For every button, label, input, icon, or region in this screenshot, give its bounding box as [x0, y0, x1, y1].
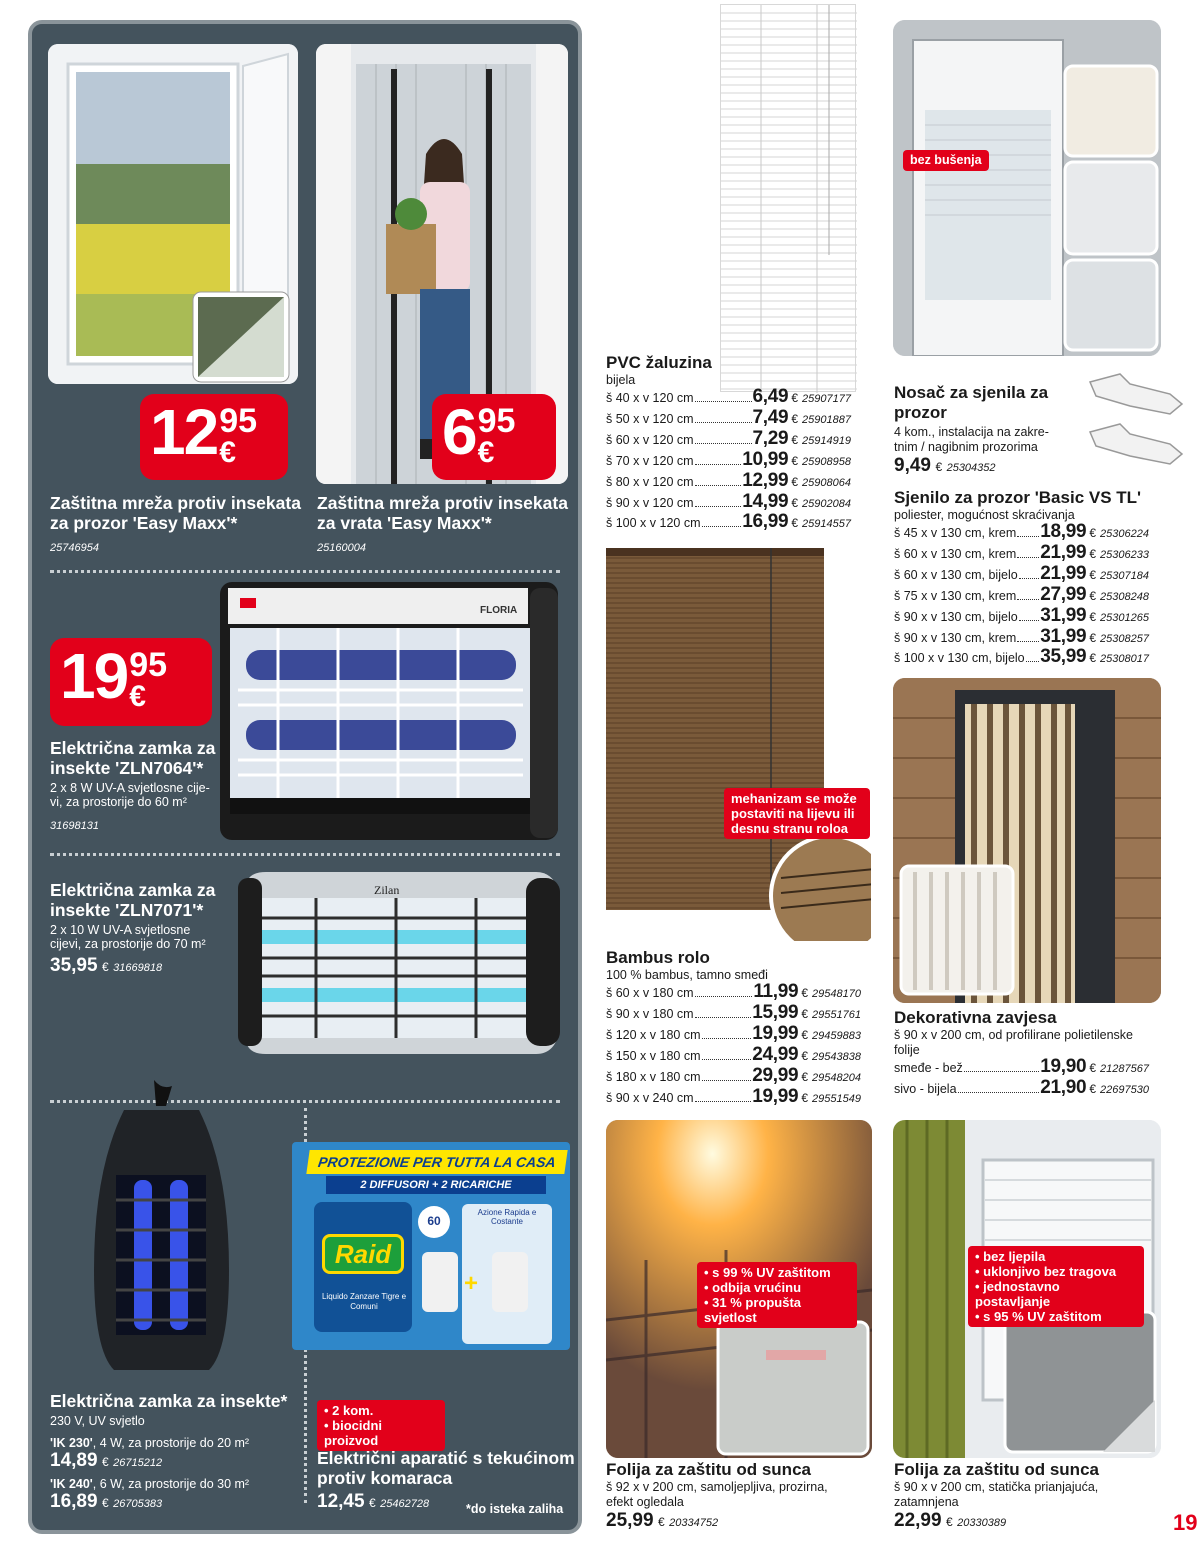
box-action-text: Azione Rapida e Costante — [477, 1208, 537, 1226]
price-integer: 19 — [60, 640, 128, 712]
price-row — [894, 648, 1162, 669]
bambus-title: Bambus rolo — [606, 948, 710, 967]
product-title: Električna zamka za insekte 'ZLN7064'* — [50, 738, 216, 778]
row-code: 25901887 — [802, 413, 851, 426]
row-price: 24,99 — [752, 1043, 799, 1065]
row-price: 19,99 — [752, 1085, 799, 1107]
size-label: š 120 x v 180 cm — [606, 1027, 701, 1042]
zavjesa-section — [894, 1008, 1162, 1100]
bambus-desc: 100 % bambus, tamno smeđi — [606, 968, 768, 982]
row-price: 15,99 — [752, 1001, 799, 1023]
sjenilo-desc: poliester, mogućnost skraćivanja — [894, 508, 1075, 522]
size-label: š 100 x v 130 cm, bijelo — [894, 651, 1025, 666]
price-badge — [140, 394, 288, 480]
nosac-section: Nosač za sjenila za prozor 4 kom., instalacija na zakre- tnim / nagibnim prozorima 9,49 € 25304352 — [894, 383, 1049, 476]
divider — [50, 853, 560, 856]
row-price: 16,99 — [742, 511, 789, 533]
divider — [50, 570, 560, 573]
size-label: š 60 x v 120 cm — [606, 432, 694, 447]
insect-trap-zln7064-image — [218, 580, 563, 845]
price-row — [606, 388, 864, 409]
size-label: š 90 x v 180 cm — [606, 1006, 694, 1021]
price-row — [894, 541, 1162, 565]
product-sku: 25746954 — [50, 542, 99, 554]
price-row — [606, 427, 864, 451]
row-price: 35,99 — [1040, 646, 1087, 668]
price-row — [894, 604, 1162, 628]
size-label: š 90 x v 120 cm — [606, 495, 694, 510]
currency: € — [1089, 526, 1096, 540]
product-title: Električni aparatić s tekućinom protiv komaraca — [317, 1448, 575, 1488]
row-code: 29551549 — [812, 1092, 861, 1105]
price-row — [894, 625, 1162, 649]
feature-tag: bez bušenja — [903, 150, 989, 171]
row-price: 21,99 — [1040, 562, 1087, 584]
row-price: 21,99 — [1040, 541, 1087, 563]
feature-tag: • 2 kom. • biocidni proizvod — [317, 1400, 445, 1451]
page-number: 19 — [1173, 1510, 1198, 1535]
feature-tag: mehanizam se može postaviti na lijevu ili desnu stranu roloa — [724, 788, 870, 839]
folija2-section: Folija za zaštitu od sunca š 90 x v 200 cm, statička prianjajuća, zatamnjena 22,99 € 20330389 — [894, 1460, 1099, 1531]
dot-leader — [695, 443, 752, 444]
box-liquid-text: Liquido Zanzare Tigre e Comuni — [321, 1292, 407, 1311]
price-cents: 95 — [129, 646, 168, 684]
row-price: 31,99 — [1040, 604, 1087, 626]
product-price: 35,95 € 31669818 — [50, 955, 163, 976]
currency: € — [791, 453, 798, 468]
size-label: š 90 x v 130 cm, krem — [894, 630, 1017, 645]
price-row — [606, 490, 864, 514]
size-label: sivo - bijela — [894, 1081, 957, 1096]
row-code: 25914919 — [802, 434, 851, 447]
dot-leader — [702, 1080, 752, 1081]
currency: € — [801, 1048, 808, 1063]
size-label: š 90 x v 240 cm — [606, 1090, 694, 1105]
price-row — [606, 469, 864, 493]
row-code: 29551761 — [812, 1008, 861, 1021]
row-code: 22697530 — [1100, 1083, 1149, 1096]
row-code: 25907177 — [802, 393, 851, 405]
decorative-curtain-image — [893, 678, 1161, 1003]
size-label: š 150 x v 180 cm — [606, 1048, 701, 1063]
currency: € — [791, 391, 798, 405]
product-title: Zaštitna mreža protiv insekata za prozor 'Easy Maxx'* — [50, 493, 301, 533]
window-screen-image — [48, 44, 298, 384]
currency: € — [1089, 651, 1096, 666]
price-row — [606, 513, 864, 534]
row-price: 31,99 — [1040, 625, 1087, 647]
currency: € — [791, 432, 798, 447]
size-label: š 60 x v 130 cm, krem — [894, 546, 1017, 561]
dot-leader — [1019, 578, 1040, 579]
currency: € — [219, 436, 236, 469]
currency: € — [791, 411, 798, 426]
dot-leader — [695, 401, 752, 402]
product-sku: 31698131 — [50, 820, 99, 832]
row-code: 25908958 — [802, 455, 851, 468]
sjenilo-section — [894, 488, 1162, 669]
currency: € — [1089, 630, 1096, 645]
row-price: 12,99 — [742, 469, 789, 491]
product-sku: 25160004 — [317, 542, 366, 554]
row-code: 25308248 — [1100, 590, 1149, 603]
bambus-price-list — [606, 983, 874, 1108]
currency: € — [791, 516, 798, 531]
zavjesa-price-list — [894, 1058, 1162, 1100]
row-price: 27,99 — [1040, 583, 1087, 605]
brand-label: Zilan — [374, 883, 400, 897]
row-code: 25902084 — [802, 497, 851, 510]
row-code: 25908064 — [802, 476, 851, 489]
dot-leader — [695, 422, 752, 423]
currency: € — [129, 680, 146, 713]
pvc-title: PVC žaluzina — [606, 353, 712, 372]
dot-leader — [695, 464, 742, 465]
box-subbanner: 2 DIFFUSORI + 2 RICARICHE — [326, 1176, 546, 1194]
currency: € — [801, 1069, 808, 1084]
product-title: Električna zamka za insekte 'ZLN7071'* — [50, 880, 216, 920]
row-price: 14,99 — [742, 490, 789, 512]
price-row — [606, 1001, 874, 1025]
currency: € — [477, 436, 495, 469]
currency: € — [1089, 546, 1096, 561]
dot-leader — [695, 506, 742, 507]
price-row — [606, 983, 874, 1004]
size-label: š 60 x v 130 cm, bijelo — [894, 567, 1018, 582]
row-price: 7,49 — [752, 406, 789, 428]
currency: € — [801, 986, 808, 1000]
dot-leader — [1017, 641, 1039, 642]
row-code: 29548170 — [812, 988, 861, 1000]
currency: € — [1089, 588, 1096, 603]
size-label: š 80 x v 120 cm — [606, 474, 694, 489]
row-price: 6,49 — [752, 386, 789, 407]
row-code: 25307184 — [1100, 569, 1149, 582]
currency: € — [791, 495, 798, 510]
dot-leader — [1026, 661, 1040, 662]
variant-desc: 'IK 230', 4 W, za prostorije do 20 m² — [50, 1436, 250, 1450]
row-code: 29543838 — [812, 1050, 861, 1063]
product-title: Zaštitna mreža protiv insekata za vrata 'Easy Maxx'* — [317, 493, 568, 533]
feature-tag: • bez ljepila • uklonjivo bez tragova • jednostavno postavljanje • s 95 % UV zaštitom — [968, 1246, 1144, 1327]
dot-leader — [1017, 536, 1039, 537]
zavjesa-desc: š 90 x v 200 cm, od profilirane polietilenske — [894, 1028, 1134, 1042]
size-label: š 40 x v 120 cm — [606, 391, 694, 405]
variant-price: 14,89 € 26715212 — [50, 1450, 163, 1471]
row-code: 25301265 — [1100, 611, 1149, 624]
row-price: 10,99 — [742, 448, 789, 470]
dot-leader — [964, 1071, 1039, 1072]
insect-trap-zln7071-image — [236, 868, 562, 1058]
sjenilo-price-list — [894, 523, 1162, 669]
price-cents: 95 — [219, 402, 258, 440]
product-desc: 2 x 8 W UV-A svjetlosne cije- vi, za prostorije do 60 m² — [50, 781, 210, 809]
currency: € — [1089, 1081, 1096, 1096]
price-row — [606, 1022, 874, 1046]
price-badge — [432, 394, 556, 480]
size-label: smeđe - bež — [894, 1061, 963, 1075]
price-cents: 95 — [477, 402, 516, 440]
feature-tag: • s 99 % UV zaštitom • odbija vrućinu • 31 % propušta svjetlost — [697, 1262, 857, 1328]
price-row — [894, 523, 1162, 544]
product-price: 12,45 € 25462728 — [317, 1491, 430, 1512]
row-code: 21287567 — [1100, 1063, 1149, 1075]
bambus-section — [606, 948, 874, 1108]
row-price: 7,29 — [752, 427, 789, 449]
sjenilo-title: Sjenilo za prozor 'Basic VS TL' — [894, 488, 1142, 507]
dot-leader — [695, 485, 742, 486]
pvc-blind-image — [720, 4, 856, 392]
dot-leader — [1017, 557, 1039, 558]
brand-label: FLORIA — [480, 605, 518, 616]
variant-desc: 'IK 240', 6 W, za prostorije do 30 m² — [50, 1477, 250, 1491]
price-row — [606, 1085, 874, 1109]
row-price: 19,99 — [752, 1022, 799, 1044]
price-row — [894, 1058, 1162, 1079]
size-label: š 180 x v 180 cm — [606, 1069, 701, 1084]
row-code: 29548204 — [812, 1071, 861, 1084]
size-label: š 45 x v 130 cm, krem — [894, 526, 1017, 540]
price-row — [606, 1064, 874, 1088]
dot-leader — [1019, 620, 1040, 621]
row-code: 25306224 — [1100, 528, 1149, 540]
zavjesa-title: Dekorativna zavjesa — [894, 1008, 1057, 1027]
row-code: 25308257 — [1100, 632, 1149, 645]
dot-leader — [702, 1038, 752, 1039]
size-label: š 60 x v 180 cm — [606, 986, 694, 1000]
currency: € — [1089, 567, 1096, 582]
folija1-section: Folija za zaštitu od sunca š 92 x v 200 cm, samoljepljiva, prozirna, efekt ogledala 25,99 € 20334752 — [606, 1460, 828, 1531]
price-row — [894, 1076, 1162, 1100]
footnote: *do isteka zaliha — [466, 1502, 564, 1516]
row-code: 25914557 — [802, 518, 851, 531]
size-label: š 90 x v 130 cm, bijelo — [894, 609, 1018, 624]
nights-badge: 60 — [418, 1206, 450, 1238]
row-code: 25308017 — [1100, 653, 1149, 666]
size-label: š 50 x v 120 cm — [606, 411, 694, 426]
product-desc: 230 V, UV svjetlo — [50, 1414, 145, 1428]
variant-price: 16,89 € 26705383 — [50, 1491, 163, 1512]
row-price: 29,99 — [752, 1064, 799, 1086]
price-row — [606, 448, 864, 472]
product-title: Električna zamka za insekte* — [50, 1391, 288, 1411]
dot-leader — [1017, 599, 1039, 600]
row-price: 21,90 — [1040, 1076, 1087, 1098]
currency: € — [801, 1006, 808, 1021]
bracket-image — [1082, 366, 1194, 466]
size-label: š 70 x v 120 cm — [606, 453, 694, 468]
row-price: 18,99 — [1040, 521, 1087, 542]
currency: € — [791, 474, 798, 489]
dot-leader — [695, 996, 753, 997]
row-code: 29459883 — [812, 1029, 861, 1042]
row-price: 19,90 — [1040, 1056, 1087, 1077]
price-integer: 12 — [150, 396, 218, 468]
zavjesa-desc: folije — [894, 1043, 920, 1057]
size-label: š 75 x v 130 cm, krem — [894, 588, 1017, 603]
price-row — [894, 562, 1162, 586]
currency: € — [1089, 1061, 1096, 1075]
currency: € — [801, 1027, 808, 1042]
price-row — [606, 1043, 874, 1067]
currency: € — [801, 1090, 808, 1105]
price-integer: 6 — [442, 396, 476, 468]
dot-leader — [958, 1092, 1040, 1093]
currency: € — [1089, 609, 1096, 624]
dot-leader — [695, 1017, 752, 1018]
lantern-insect-trap-image — [94, 1080, 229, 1380]
pvc-desc: bijela — [606, 373, 636, 387]
dot-leader — [702, 526, 742, 527]
row-code: 25306233 — [1100, 548, 1149, 561]
dot-leader — [695, 1101, 752, 1102]
raid-logo: Raid — [322, 1234, 404, 1274]
product-desc: 2 x 10 W UV-A svjetlosne cijevi, za prostorije do 70 m² — [50, 923, 206, 951]
pvc-section — [606, 353, 864, 534]
bamboo-roll-image — [606, 548, 871, 941]
window-shade-image — [893, 20, 1161, 356]
price-badge — [50, 638, 212, 726]
pvc-price-list — [606, 388, 864, 534]
raid-product-box: PROTEZIONE PER TUTTA LA CASA 2 DIFFUSORI + 2 RICARICHE Raid Liquido Zanzare Tigre e Comuni 60 Azione Rapida e Costante + — [292, 1142, 570, 1350]
size-label: š 100 x v 120 cm — [606, 516, 701, 531]
dot-leader — [702, 1059, 752, 1060]
box-banner: PROTEZIONE PER TUTTA LA CASA — [306, 1150, 567, 1174]
price-row — [606, 406, 864, 430]
row-price: 11,99 — [753, 981, 799, 1002]
price-row — [894, 583, 1162, 607]
